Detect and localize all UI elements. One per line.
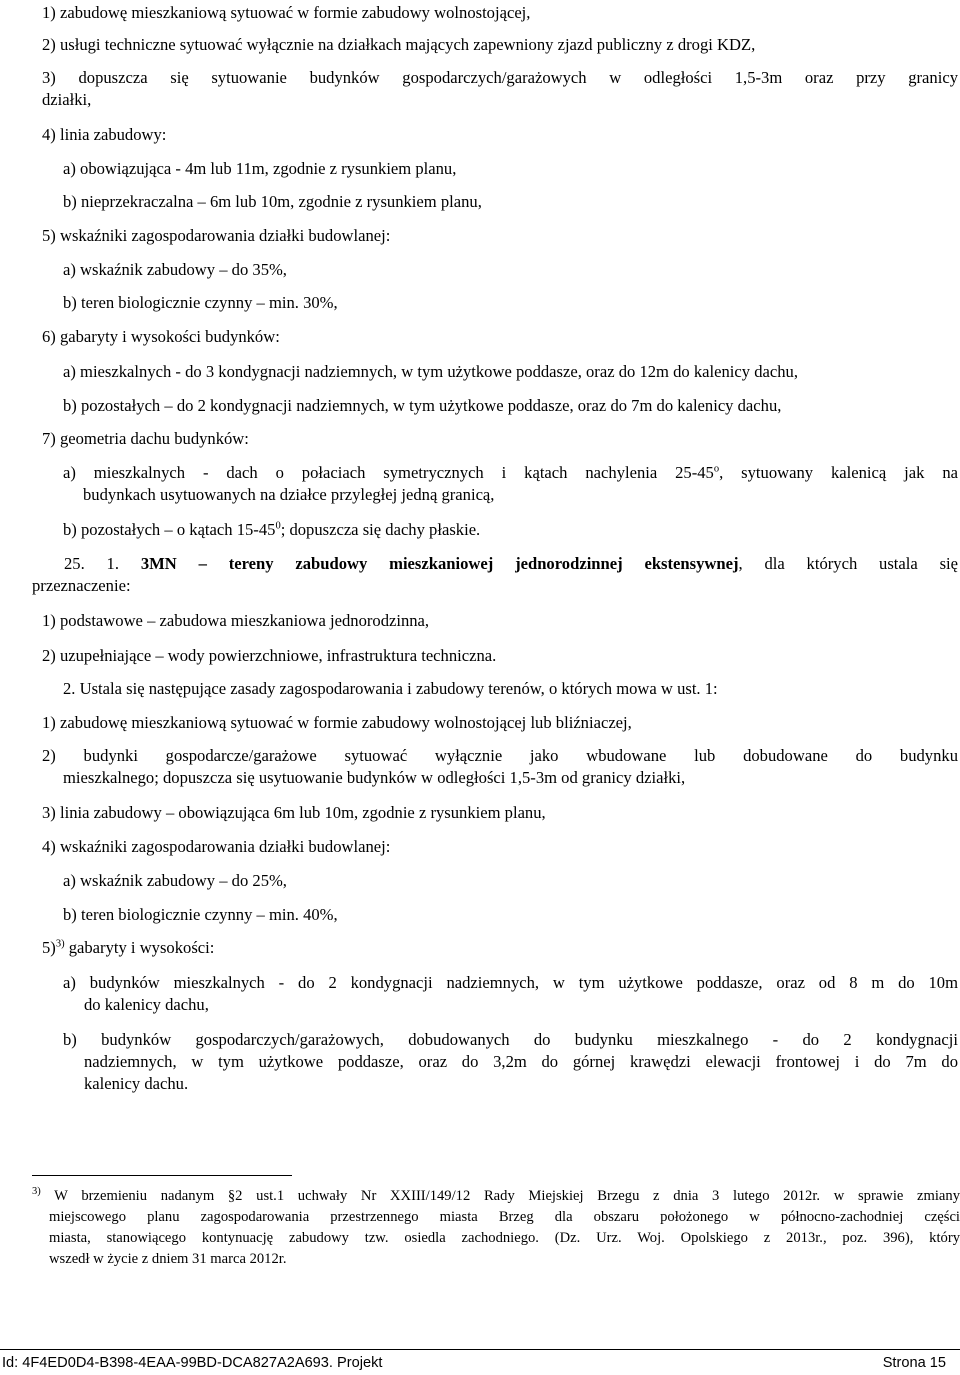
text-line: 4) linia zabudowy: bbox=[42, 125, 167, 144]
text-line: b) pozostałych – o kątach $15-45^0$; dopuszcza się dachy płaskie. bbox=[63, 520, 481, 539]
text-line: a) wskaźnik zabudowy – do 25%, bbox=[63, 871, 287, 890]
footer-separator bbox=[0, 1349, 960, 1350]
text-line: a) mieszkalnych - do 3 kondygnacji nadziemnych, w tym użytkowe poddasze, oraz do 12m do kalenicy dachu, bbox=[63, 362, 798, 381]
text-line: 4) wskaźniki zagospodarowania działki budowlanej: bbox=[42, 837, 391, 856]
text-paragraph: b) budynków gospodarczych/garażowych, dobudowanych do budynku mieszkalnego - do 2 kondygnacji nadziemnych, w tym użytkowe poddasze, oraz do 3,2m do górnej krawędzi elewacji frontowej i do 7m do kalenicy dachu. bbox=[63, 1030, 958, 1093]
text-paragraph: a) mieszkalnych - dach o połaciach symetrycznych i kątach nachylenia 25-45$^o$, sytuowany kalenicą jak na budynkach usytuowanych na działce przyległej jedną granicą, bbox=[63, 463, 958, 504]
page-number: Strona 15 bbox=[882, 1355, 946, 1371]
text-line: 7) geometria dachu budynków: bbox=[42, 429, 249, 448]
footnote-separator bbox=[32, 1175, 292, 1176]
section-heading: 25. 1. 3MN – tereny zabudowy mieszkaniowej jednorodzinnej ekstensywnej, dla których ustala się przeznaczenie: bbox=[32, 554, 959, 595]
text-line: 2) uzupełniające – wody powierzchniowe, infrastruktura techniczna. bbox=[42, 646, 497, 665]
text-line: 6) gabaryty i wysokości budynków: bbox=[42, 327, 280, 346]
text-paragraph: 3) dopuszcza się sytuowanie budynków gospodarczych/garażowych w odległości 1,5-3m oraz przy granicy działki, bbox=[42, 68, 958, 109]
text-line: 2. Ustala się następujące zasady zagospodarowania i zabudowy terenów, o których mowa w ust. 1: bbox=[63, 679, 718, 698]
text-line: 5) wskaźniki zagospodarowania działki budowlanej: bbox=[42, 226, 391, 245]
text-line: a) obowiązująca - 4m lub 11m, zgodnie z rysunkiem planu, bbox=[63, 159, 457, 178]
text-line: a) wskaźnik zabudowy – do 35%, bbox=[63, 260, 287, 279]
text-line: b) pozostałych – do 2 kondygnacji nadziemnych, w tym użytkowe poddasze, oraz do 7m do kalenicy dachu, bbox=[63, 396, 782, 415]
text-paragraph: 2) budynki gospodarcze/garażowe sytuować wyłącznie jako wbudowane lub dobudowane do budynku mieszkalnego; dopuszcza się usytuowanie budynków w odległości 1,5-3m od granicy działki, bbox=[42, 746, 958, 787]
text-line: 1) zabudowę mieszkaniową sytuować w formie zabudowy wolnostojącej lub bliźniaczej, bbox=[42, 713, 632, 732]
text-line: 1) podstawowe – zabudowa mieszkaniowa jednorodzinna, bbox=[42, 611, 430, 630]
document-id: Id: 4F4ED0D4-B398-4EAA-99BD-DCA827A2A693. Projekt bbox=[2, 1355, 383, 1371]
text-line: 2) usługi techniczne sytuować wyłącznie na działkach mających zapewniony zjazd publiczny z drogi KDZ, bbox=[42, 35, 756, 54]
text-line: b) teren biologicznie czynny – min. 40%, bbox=[63, 905, 338, 924]
text-line: b) nieprzekraczalna – 6m lub 10m, zgodnie z rysunkiem planu, bbox=[63, 192, 482, 211]
text-line: 3) linia zabudowy – obowiązująca 6m lub 10m, zgodnie z rysunkiem planu, bbox=[42, 803, 546, 822]
text-line: 1) zabudowę mieszkaniową sytuować w formie zabudowy wolnostojącej, bbox=[42, 3, 531, 22]
text-line: 5)$^{3)}$ gabaryty i wysokości: bbox=[42, 938, 215, 957]
text-line: b) teren biologicznie czynny – min. 30%, bbox=[63, 293, 338, 312]
footnote: $^{3)}$ W brzemieniu nadanym §2 ust.1 uchwały Nr XXIII/149/12 Rady Miejskiej Brzegu z dnia 3 lutego 2012r. w sprawie zmiany miejscowego planu zagospodarowania przestrzennego miasta Brzeg dla obszaru położonego w północno-zachodniej części miasta, stanowiącego kontynuację zabudowy tzw. osiedla zachodniego. (Dz. Urz. Woj. Opolskiego z 2013r., poz. 396), który wszedł w życie z dniem 31 marca 2012r. bbox=[32, 1186, 960, 1267]
text-paragraph: a) budynków mieszkalnych - do 2 kondygnacji nadziemnych, w tym użytkowe poddasze, oraz od 8 m do 10m do kalenicy dachu, bbox=[63, 973, 958, 1014]
